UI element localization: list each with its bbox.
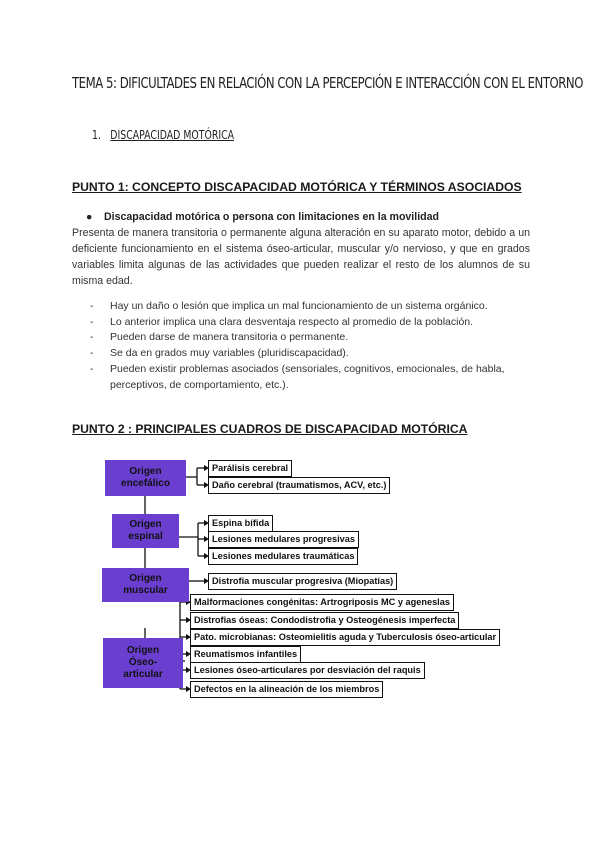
bullet-dot: ●	[86, 211, 93, 223]
section-title: DISCAPACIDAD MOTÓRICA	[110, 128, 235, 142]
item-distrofias-oseas: Distrofias óseas: Condodistrofia y Osteogénesis imperfecta	[190, 612, 459, 629]
origin-encefalico-box	[105, 460, 186, 496]
item-pato-microbianas: Pato. microbianas: Osteomielitis aguda y Tuberculosis óseo-articular	[190, 629, 500, 646]
item-espina-bifida: Espina bífida	[208, 515, 273, 532]
origin-oseo-articular-box	[103, 638, 183, 688]
origin-label: Origen espinal	[128, 519, 163, 542]
list-item: - Lo anterior implica una clara desventaja respecto al promedio de la población.	[90, 315, 520, 331]
item-lesiones-traumaticas: Lesiones medulares traumáticas	[208, 548, 358, 565]
document-title: TEMA 5: DIFICULTADES EN RELACIÓN CON LA PERCEPCIÓN E INTERACCIÓN CON EL ENTORNO	[72, 74, 583, 92]
origin-label: Origen muscular	[123, 573, 168, 596]
item-paralisis-cerebral: Parálisis cerebral	[208, 460, 292, 477]
section-number: 1.	[92, 128, 101, 142]
list-item: - Pueden existir problemas asociados (sensoriales, cognitivos, emocionales, de habla, perceptivos, de comportamiento, etc.).	[90, 362, 520, 393]
origin-label: Origen Óseo-articular	[123, 645, 163, 680]
list-item: - Pueden darse de manera transitoria o permanente.	[90, 330, 520, 346]
item-reumatismos: Reumatismos infantiles	[190, 646, 301, 663]
item-lesiones-progresivas: Lesiones medulares progresivas	[208, 531, 359, 548]
list-item: - Se da en grados muy variables (pluridiscapacidad).	[90, 346, 520, 362]
item-dano-cerebral: Daño cerebral (traumatismos, ACV, etc.)	[208, 477, 390, 494]
item-malformaciones: Malformaciones congénitas: Artrogriposis MC y ageneslas	[190, 594, 454, 611]
origin-muscular-box	[102, 568, 189, 602]
origin-espinal-box	[112, 514, 179, 548]
punto-1-heading: PUNTO 1: CONCEPTO DISCAPACIDAD MOTÓRICA Y TÉRMINOS ASOCIADOS	[72, 180, 522, 194]
bullet-text: Discapacidad motórica o persona con limitaciones en la movilidad	[104, 211, 439, 223]
definition-paragraph: Presenta de manera transitoria o permanente alguna alteración en su aparato motor, debido a un deficiente funcionamiento en el sistema óseo-articular, muscular y/o nervioso, y que en grados variables limita algunas de las actividades que pueden realizar el resto de los alumnos de su misma edad.	[72, 227, 530, 287]
item-lesiones-raquis: Lesiones óseo-articulares por desviación del raquis	[190, 662, 425, 679]
punto-2-heading: PUNTO 2 : PRINCIPALES CUADROS DE DISCAPACIDAD MOTÓRICA	[72, 422, 468, 436]
item-defectos-alineacion: Defectos en la alineación de los miembros	[190, 681, 383, 698]
list-item: - Hay un daño o lesión que implica un mal funcionamiento de un sistema orgánico.	[90, 299, 520, 315]
item-distrofia-muscular: Distrofia muscular progresiva (Miopatías)	[208, 573, 397, 590]
origin-label: Origen encefálico	[121, 466, 170, 489]
